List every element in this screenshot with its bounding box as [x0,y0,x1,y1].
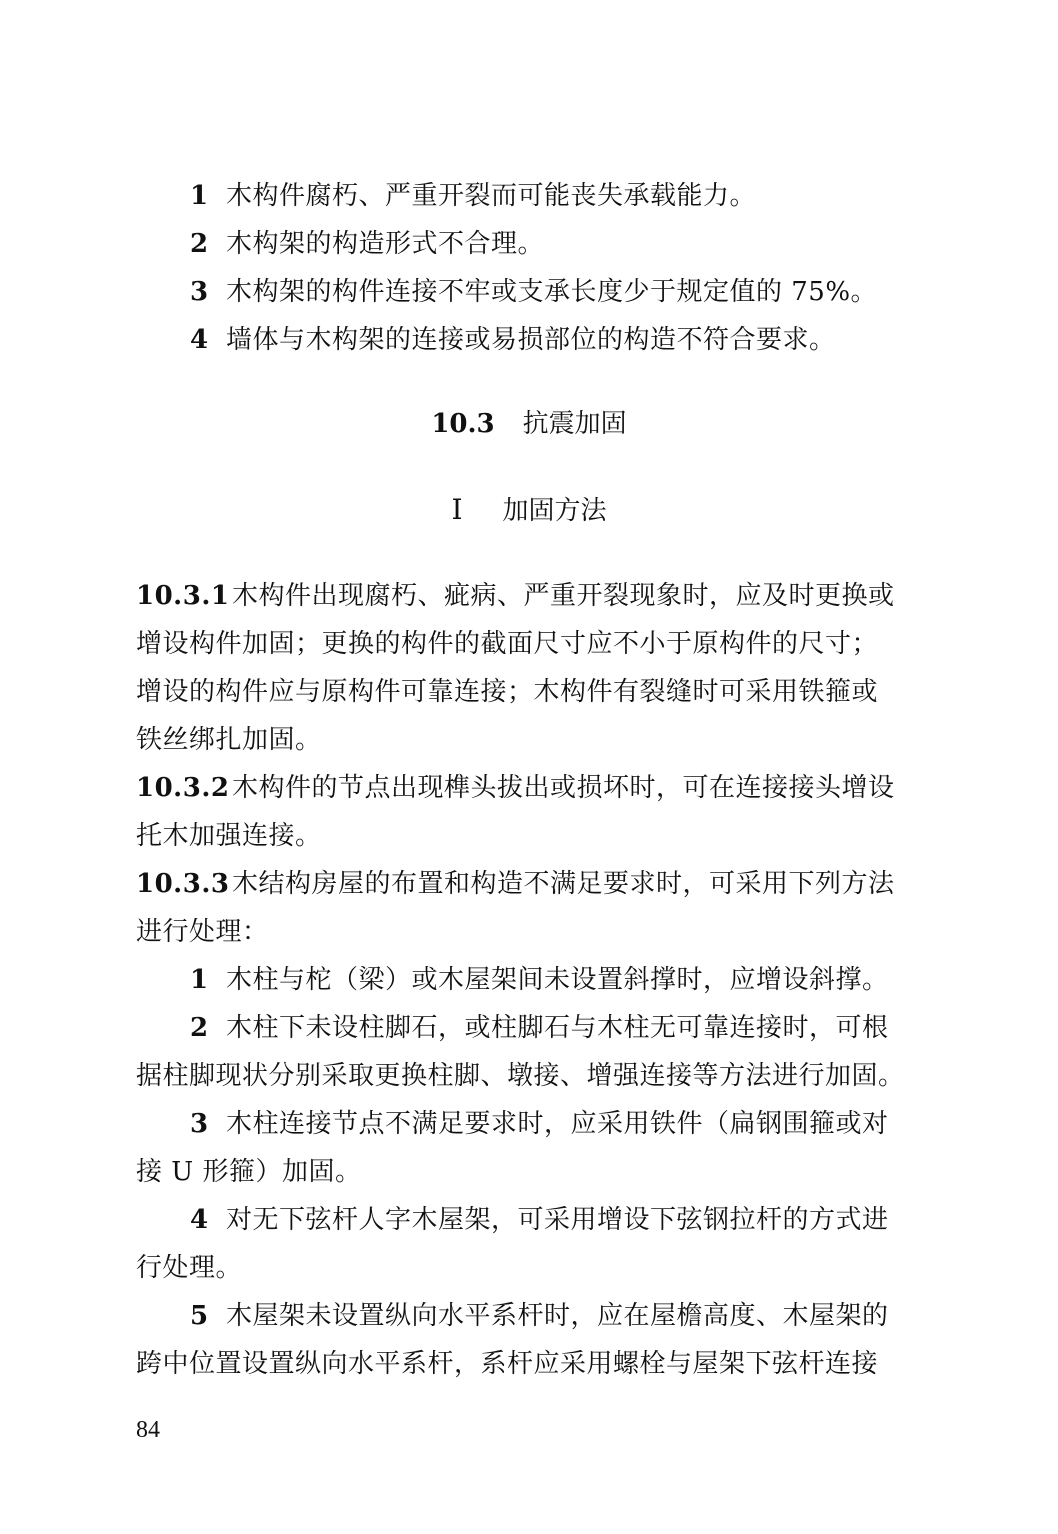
item-number: 5 [190,1301,209,1331]
subsection-heading [0,486,1058,535]
list-item [190,220,918,268]
list-item [190,1100,918,1148]
list-item [190,1196,918,1244]
clause-line: 铁丝绑扎加固。 [136,725,322,755]
item-continuation: 行处理。 [136,1253,243,1283]
clause-text: 木构件出现腐朽、疵病、严重开裂现象时，应及时更换或 [232,581,895,611]
item-number: 2 [190,1013,209,1043]
item-number: 4 [190,1205,209,1235]
section-title: 抗震加固 [522,409,627,439]
clause-line: 增设的构件应与原构件可靠连接；木构件有裂缝时可采用铁箍或 [136,677,879,707]
item-number: 1 [190,965,209,995]
clause-text: 木构件的节点出现榫头拔出或损坏时，可在连接接头增设 [232,773,895,803]
clause-10-3-3 [136,860,918,908]
clause-line: 进行处理： [136,917,269,947]
item-continuation: 据柱脚现状分别采取更换柱脚、墩接、增强连接等方法进行加固。 [136,1061,905,1091]
list-item [190,268,918,316]
subsection-roman: I [451,493,463,526]
item-text: 墙体与木构架的连接或易损部位的构造不符合要求。 [226,325,836,355]
clause-number: 10.3.1 [136,581,230,611]
item-number: 3 [190,1109,209,1139]
list-item [190,172,918,220]
item-continuation: 接 U 形箍）加固。 [136,1157,362,1187]
item-number: 3 [190,277,209,307]
list-item [190,956,918,1004]
clause-10-3-2 [136,764,918,812]
section-heading [0,400,1058,448]
item-text: 木构架的构件连接不牢或支承长度少于规定值的 75%。 [226,277,878,307]
clause-number: 10.3.3 [136,869,230,899]
item-number: 1 [190,181,209,211]
item-text: 木柱连接节点不满足要求时，应采用铁件（扁钢围箍或对 [226,1109,889,1139]
item-number: 4 [190,325,209,355]
list-item [190,1004,918,1052]
item-text: 木屋架未设置纵向水平系杆时，应在屋檐高度、木屋架的 [226,1301,889,1331]
clause-line: 托木加强连接。 [136,821,322,851]
list-item [190,1292,918,1340]
page-number: 84 [136,1417,160,1443]
item-text: 木柱与柁（梁）或木屋架间未设置斜撑时，应增设斜撑。 [226,965,889,995]
clause-text: 木结构房屋的布置和构造不满足要求时，可采用下列方法 [232,869,895,899]
item-text: 木柱下未设柱脚石，或柱脚石与木柱无可靠连接时，可根 [226,1013,889,1043]
item-number: 2 [190,229,209,259]
item-text: 木构件腐朽、严重开裂而可能丧失承载能力。 [226,181,757,211]
clause-number: 10.3.2 [136,773,230,803]
clause-10-3-1 [136,572,918,620]
subsection-title: 加固方法 [502,496,607,526]
item-continuation: 跨中位置设置纵向水平系杆，系杆应采用螺栓与屋架下弦杆连接 [136,1349,879,1379]
list-item [190,316,918,364]
section-number: 10.3 [431,409,495,439]
clause-line: 增设构件加固；更换的构件的截面尺寸应不小于原构件的尺寸； [136,629,879,659]
item-text: 木构架的构造形式不合理。 [226,229,545,259]
item-text: 对无下弦杆人字木屋架，可采用增设下弦钢拉杆的方式进 [226,1205,889,1235]
